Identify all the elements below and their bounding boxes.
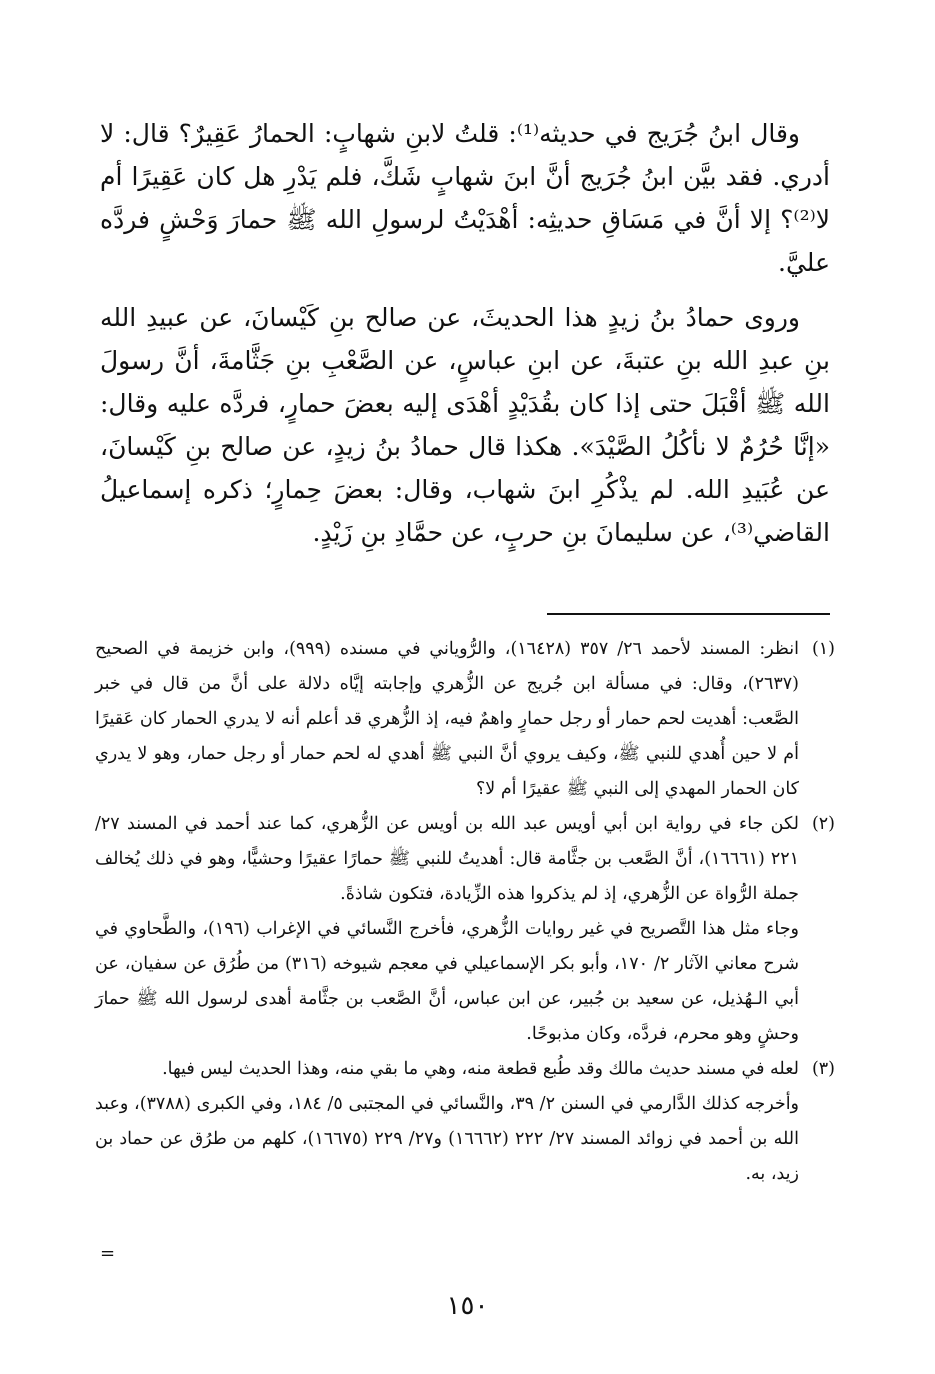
- footnote-text: وأخرجه كذلك الدَّارمي في السنن ٢/ ٣٩، والنَّسائي في المجتبى ٥/ ١٨٤، وفي الكبرى (٣٧٨٨)، وعبد الله بن أحمد في زوائد المسند ٢٧/ ٢٢٢ (١٦٦٦٢) و٢٧/ ٢٢٩ (١٦٦٧٥)، كلهم من طرُق عن حماد بن زيد، به.: [95, 1094, 800, 1184]
- footnote-number: (٢): [811, 814, 835, 834]
- footnote-number: (١): [811, 639, 835, 659]
- footnote-1: [95, 632, 835, 807]
- main-paragraph-1: وقال ابنُ جُرَيج في حديثه⁽¹⁾: قلتُ لابنِ شهابٍ: الحمارُ عَقِيرٌ؟ قال: لا أدري. فقد بيَّن ابنُ جُرَيج أنَّ ابنَ شهابٍ شَكَّ، فلم يَدْرِ هل كان عَقِيرًا أم لا⁽²⁾؟ إلا أنَّ في مَسَاقِ حديثِه: أهْدَيْتُ لرسولِ الله ﷺ حمارَ وَحْشٍ فردَّه عليَّ.: [100, 119, 830, 277]
- footnote-3: [95, 1052, 835, 1192]
- page-number: ١٥٠: [446, 1291, 489, 1321]
- continuation-mark: =: [100, 1243, 116, 1264]
- footnote-number: (٣): [811, 1059, 835, 1079]
- footnotes-block: [95, 632, 835, 1192]
- footnote-2: [95, 807, 835, 1052]
- footnote-text: لعله في مسند حديث مالك وقد طُبع قطعة منه، وهي ما بقي منه، وهذا الحديث ليس فيها.: [162, 1059, 799, 1079]
- footnote-text: انظر: المسند لأحمد ٢٦/ ٣٥٧ (١٦٤٢٨)، والرُّوياني في مسنده (٩٩٩)، وابن خزيمة في الصحيح (٢٦٣٧)، وقال: في مسألة ابن جُريج عن الزُّهري وإجابته إيَّاه دلالة على أنَّ من قال في خبر الصَّعب: أهديت لحم حمار أو رجل حمارٍ واهمٌ فيه، إذ الزُّهري قد أعلم أنه لا يدري الحمار كان عَقيرًا أم لا حين أُهدي للنبي ﷺ، وكيف يروي أنَّ النبي ﷺ أهدي له لحم حمار أو رجل حمار، وهو لا يدري كان الحمار المهدي إلى النبي ﷺ عقيرًا أم لا؟: [95, 639, 800, 799]
- footnote-text: وجاء مثل هذا التَّصريح في غير روايات الزُّهري، فأخرج النَّسائي في الإغراب (١٩٦)، والطَّحاوي في شرح معاني الآثار ٢/ ١٧٠، وأبو بكر الإسماعيلي في معجم شيوخه (٣١٦) من طُرُق عن سفيان، عن أبي الـهُذيل، عن سعيد بن جُبير، عن ابن عباس، أنَّ الصَّعب بن جثَّامة أهدى لرسول الله ﷺ حمارَ وحشٍ وهو محرم، فردَّه، وكان مذبوحًا.: [95, 919, 799, 1044]
- main-paragraph-2: وروى حمادُ بنُ زيدٍ هذا الحديثَ، عن صالح بنِ كَيْسانَ، عن عبيدِ الله بنِ عبدِ الله بنِ عتبةَ، عن ابنِ عباسٍ، عن الصَّعْبِ بنِ جَثَّامةَ، أنَّ رسولَ الله ﷺ أقْبَلَ حتى إذا كان بقُدَيْدٍ أهْدَى إليه بعضَ حمارٍ، فردَّه عليه وقال: «إنَّا حُرُمٌ لا نأكُلُ الصَّيْدَ». هكذا قال حمادُ بنُ زيدٍ، عن صالح بنِ كَيْسانَ، عن عُبَيدِ الله. لم يذْكُرِ ابنَ شهاب، وقال: بعضَ حِمارٍ؛ ذكره إسماعيلُ القاضي⁽³⁾، عن سليمانَ بنِ حربٍ، عن حمَّادِ بنِ زَيْدٍ.: [100, 303, 830, 547]
- footnote-text: لكن جاء في رواية ابن أبي أويس عبد الله بن أويس عن الزُّهري، كما عند أحمد في المسند ٢٧/ ٢٢١ (١٦٦٦١)، أنَّ الصَّعب بن جثَّامة قال: أهديتُ للنبي ﷺ حمارًا عقيرًا وحشيًّا، وهو في ذلك يُخالف جملة الرُّواة عن الزُّهري، إذ لم يذكروا هذه الزِّيادة، فتكون شاذةً.: [95, 814, 800, 904]
- footnote-separator: [547, 613, 830, 615]
- main-text-block: [100, 112, 830, 554]
